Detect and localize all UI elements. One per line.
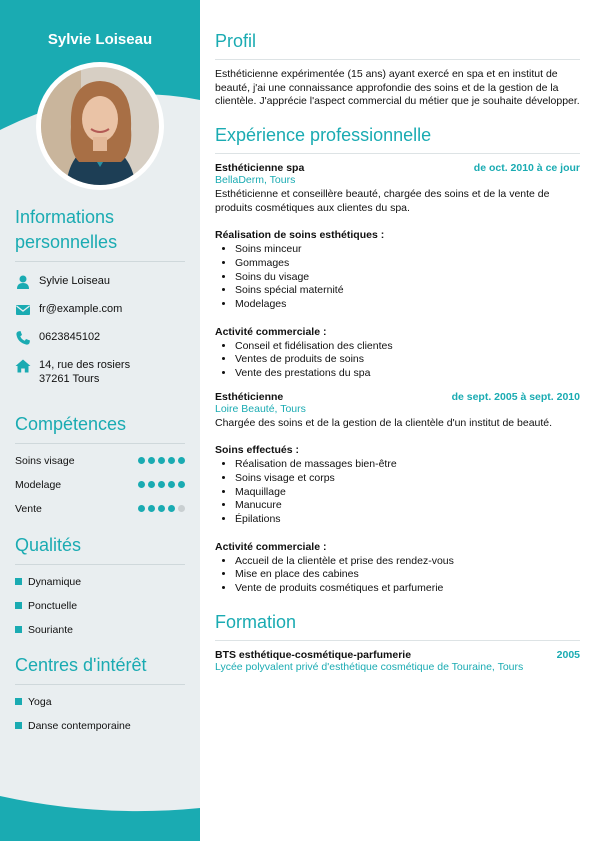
interest-item (15, 718, 185, 733)
list-item: • Maquillage (235, 486, 580, 500)
profile-section (215, 29, 580, 109)
contact-name-row (15, 274, 185, 290)
skill-row (15, 477, 185, 492)
quality-label: Souriante (28, 623, 73, 636)
skills-title: Compétences (15, 412, 185, 444)
list-item: • Soins minceur (235, 243, 580, 257)
skill-label: Vente (15, 502, 42, 515)
task-list (215, 458, 580, 527)
square-bullet-icon (15, 698, 22, 705)
rating-dot (168, 505, 175, 512)
education-title: Formation (215, 610, 580, 641)
job-title: Esthéticienne spa (215, 162, 305, 175)
quality-label: Dynamique (28, 575, 82, 588)
rating-dot (138, 457, 145, 464)
contact-email[interactable]: fr@example.com (39, 303, 123, 315)
profile-text: Esthéticienne expérimentée (15 ans) ayant exercé en spa et en institut de beauté, j'ai une connaissance approfondie des soins et de la gestion de la clientèle. J'apprécie l'aspect commercial du métier que je souhaite développer. (215, 68, 580, 108)
contact-phone[interactable]: 0623845102 (39, 331, 101, 343)
address-line-2: 37261 Tours (39, 373, 100, 385)
contact-name: Sylvie Loiseau (39, 275, 110, 287)
email-icon (15, 302, 31, 318)
quality-item (15, 598, 185, 613)
job-date: de oct. 2010 à ce jour (473, 162, 580, 175)
person-name: Sylvie Loiseau (47, 31, 153, 48)
task-group-title: Activité commerciale : (215, 540, 327, 553)
list-item: • Réalisation de massages bien-être (235, 458, 580, 472)
list-item: • Conseil et fidélisation des clientes (235, 340, 580, 354)
rating-dot (168, 481, 175, 488)
task-list (215, 555, 580, 596)
list-item: • Épilations (235, 513, 580, 527)
education-entry (215, 649, 580, 675)
list-item: • Soins du visage (235, 271, 580, 285)
task-list (215, 340, 580, 381)
rating-dot (178, 481, 185, 488)
rating-dot (138, 481, 145, 488)
profile-title: Profil (215, 29, 580, 60)
list-item: • Manucure (235, 499, 580, 513)
school-name: Lycée polyvalent privé d'esthétique cosmétique de Touraine, Tours (215, 660, 524, 673)
list-item: • Modelages (235, 298, 580, 312)
skill-label: Modelage (15, 478, 62, 491)
square-bullet-icon (15, 626, 22, 633)
experience-section (215, 123, 580, 596)
list-item: • Mise en place des cabines (235, 568, 580, 582)
skills-section (15, 412, 185, 516)
main-content (215, 29, 580, 689)
list-item: • Ventes de produits de soins (235, 353, 580, 367)
job-entry (215, 162, 580, 381)
skill-level-rating (138, 457, 185, 464)
user-icon (15, 274, 31, 290)
interests-section (15, 653, 185, 733)
job-description: Chargée des soins et de la gestion de la clientèle d'un institut de beauté. (215, 416, 553, 429)
square-bullet-icon (15, 602, 22, 609)
task-group-title: Réalisation de soins esthétiques : (215, 229, 385, 242)
interest-label: Danse contemporaine (28, 719, 131, 732)
list-item: • Accueil de la clientèle et prise des rendez-vous (235, 555, 580, 569)
qualities-section (15, 533, 185, 637)
list-item: • Soins spécial maternité (235, 284, 580, 298)
square-bullet-icon (15, 578, 22, 585)
degree-date: 2005 (556, 648, 580, 661)
job-header (215, 391, 580, 403)
rating-dot (178, 457, 185, 464)
job-title: Esthéticienne (215, 390, 284, 403)
list-item: • Gommages (235, 257, 580, 271)
profile-photo (36, 62, 164, 190)
list-item: • Vente des prestations du spa (235, 367, 580, 381)
personal-info-section (15, 205, 185, 386)
footer-wave-shape (0, 796, 200, 841)
interest-item (15, 694, 185, 709)
skill-label: Soins visage (15, 454, 75, 467)
contact-address-row (15, 358, 185, 386)
contact-address (39, 358, 130, 386)
rating-dot-empty (178, 505, 185, 512)
skill-level-rating (138, 505, 185, 512)
skill-row (15, 501, 185, 516)
degree-title: BTS esthétique-cosmétique-parfumerie (215, 648, 412, 661)
list-item: • Soins visage et corps (235, 472, 580, 486)
rating-dot (158, 481, 165, 488)
job-header (215, 162, 580, 174)
rating-dot (148, 505, 155, 512)
job-company: Loire Beauté, Tours (215, 402, 306, 415)
task-group-title: Activité commerciale : (215, 325, 327, 338)
home-icon (15, 358, 31, 374)
interest-label: Yoga (28, 695, 52, 708)
skill-level-rating (138, 481, 185, 488)
quality-item (15, 574, 185, 589)
skill-row (15, 453, 185, 468)
personal-info-title: Informations personnelles (15, 205, 185, 262)
address-line-1: 14, rue des rosiers (39, 359, 131, 371)
task-list (215, 243, 580, 312)
job-company: BellaDerm, Tours (215, 174, 296, 187)
education-section (215, 610, 580, 675)
task-group-title: Soins effectués : (215, 444, 300, 457)
quality-label: Ponctuelle (28, 599, 78, 612)
rating-dot (158, 457, 165, 464)
square-bullet-icon (15, 722, 22, 729)
list-item: • Vente de produits cosmétiques et parfumerie (235, 582, 580, 596)
interests-title: Centres d'intérêt (15, 653, 185, 685)
rating-dot (138, 505, 145, 512)
experience-title: Expérience professionnelle (215, 123, 580, 154)
job-date: de sept. 2005 à sept. 2010 (451, 390, 580, 403)
rating-dot (148, 457, 155, 464)
quality-item (15, 622, 185, 637)
phone-icon (15, 330, 31, 346)
job-description: Esthéticienne et conseillère beauté, chargée des soins et de la vente de produits cosmétiques aux clientes du spa. (215, 187, 550, 214)
education-header (215, 649, 580, 661)
rating-dot (148, 481, 155, 488)
sidebar (0, 0, 200, 841)
contact-email-row (15, 302, 185, 318)
contact-phone-row (15, 330, 185, 346)
qualities-title: Qualités (15, 533, 185, 565)
rating-dot (168, 457, 175, 464)
job-entry (215, 391, 580, 596)
rating-dot (158, 505, 165, 512)
